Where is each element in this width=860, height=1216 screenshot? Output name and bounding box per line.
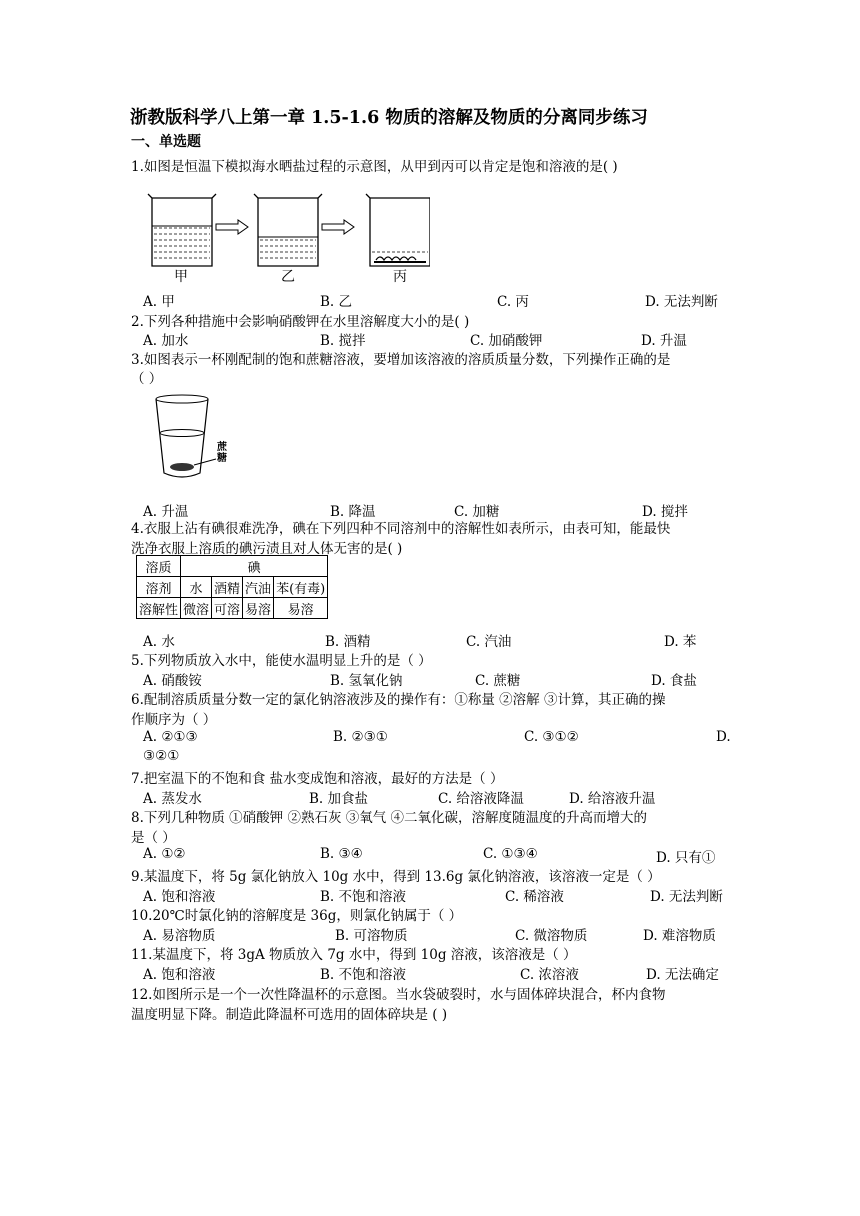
q5-option-b[interactable]: B. 氢氧化钠 (330, 673, 403, 689)
question-8-text-line1: 8.下列几种物质 ①硝酸钾 ②熟石灰 ③氧气 ④二氧化碳，溶解度随温度的升高而增大的 (131, 810, 648, 826)
q5-option-d[interactable]: D. 食盐 (651, 673, 697, 689)
q1-option-b[interactable]: B. 乙 (320, 294, 353, 310)
q10-option-c[interactable]: C. 微溶物质 (515, 928, 588, 944)
q2-option-a[interactable]: A. 加水 (143, 333, 189, 349)
q11-option-c[interactable]: C. 浓溶液 (520, 967, 579, 983)
q9-option-a[interactable]: A. 饱和溶液 (143, 889, 216, 905)
table-cell: 苯(有毒) (274, 577, 328, 598)
q5-option-a[interactable]: A. 硝酸铵 (143, 673, 202, 689)
q11-option-d[interactable]: D. 无法确定 (646, 967, 719, 983)
table-cell: 可溶 (212, 598, 243, 619)
q3-option-b[interactable]: B. 降温 (330, 504, 376, 520)
question-7-text: 7.把室温下的不饱和食 盐水变成饱和溶液，最好的方法是（ ） (131, 771, 504, 787)
q7-option-d[interactable]: D. 给溶液升温 (569, 791, 656, 807)
q4-option-a[interactable]: A. 水 (143, 634, 175, 650)
question-12-text-line2: 温度明显下降。制造此降温杯可选用的固体碎块是 ( ) (131, 1007, 448, 1023)
sugar-label: 蔗糖 (217, 442, 227, 464)
table-row (137, 598, 328, 619)
q7-option-c[interactable]: C. 给溶液降温 (438, 791, 524, 807)
q6-option-b[interactable]: B. ②③① (333, 729, 388, 745)
beaker-label-bing: 丙 (393, 269, 407, 285)
beaker-label-yi: 乙 (281, 269, 295, 285)
q4-option-d[interactable]: D. 苯 (664, 634, 697, 650)
q9-option-d[interactable]: D. 无法判断 (650, 889, 723, 905)
table-cell: 易溶 (274, 598, 328, 619)
sugar-solution-glass-figure (150, 393, 240, 485)
question-3-text-line1: 3.如图表示一杯刚配制的饱和蔗糖溶液，要增加该溶液的溶质质量分数，下列操作正确的是 (131, 352, 671, 368)
q9-option-c[interactable]: C. 稀溶液 (505, 889, 564, 905)
table-row (137, 577, 328, 598)
q1-option-c[interactable]: C. 丙 (497, 294, 529, 310)
question-2-text: 2.下列各种措施中会影响硝酸钾在水里溶解度大小的是( ) (131, 314, 470, 330)
q2-option-d[interactable]: D. 升温 (641, 333, 687, 349)
q8-option-c[interactable]: C. ①③④ (483, 846, 538, 862)
q5-option-c[interactable]: C. 蔗糖 (475, 673, 521, 689)
beaker-label-jia: 甲 (174, 269, 188, 285)
page-title: 浙教版科学八上第一章 1.5-1.6 物质的溶解及物质的分离同步练习 (130, 108, 648, 128)
question-11-text: 11.某温度下，将 3gA 物质放入 7g 水中，得到 10g 溶液，该溶液是（ ） (131, 947, 577, 963)
table-cell: 溶质 (137, 556, 181, 577)
table-cell: 汽油 (243, 577, 274, 598)
table-cell: 酒精 (212, 577, 243, 598)
q6-option-d[interactable]: D. (716, 729, 731, 745)
q6-option-a[interactable]: A. ②①③ (143, 729, 198, 745)
q10-option-b[interactable]: B. 可溶物质 (335, 928, 408, 944)
q4-option-c[interactable]: C. 汽油 (466, 634, 512, 650)
section-heading: 一、单选题 (131, 134, 201, 150)
q3-option-d[interactable]: D. 搅拌 (642, 504, 688, 520)
q10-option-d[interactable]: D. 难溶物质 (643, 928, 716, 944)
question-9-text: 9.某温度下，将 5g 氯化钠放入 10g 水中，得到 13.6g 氯化钠溶液，该溶液一定是（ ） (131, 869, 661, 885)
question-10-text: 10.20℃时氯化钠的溶解度是 36g，则氯化钠属于（ ） (131, 908, 463, 924)
q3-option-a[interactable]: A. 升温 (143, 504, 189, 520)
iodine-solubility-table (136, 555, 328, 619)
question-5-text: 5.下列物质放入水中，能使水温明显上升的是（ ） (131, 653, 432, 669)
q7-option-a[interactable]: A. 蒸发水 (143, 791, 202, 807)
q1-option-a[interactable]: A. 甲 (143, 294, 175, 310)
question-3-text-line2: （ ） (131, 371, 163, 387)
question-6-text-line2: 作顺序为（ ） (131, 712, 217, 728)
q8-option-a[interactable]: A. ①② (143, 846, 186, 862)
question-4-text-line1: 4.衣服上沾有碘很难洗净，碘在下列四种不同溶剂中的溶解性如表所示，由表可知，能最快 (131, 521, 671, 537)
table-row (137, 556, 328, 577)
q9-option-b[interactable]: B. 不饱和溶液 (320, 889, 407, 905)
table-cell: 易溶 (243, 598, 274, 619)
q2-option-b[interactable]: B. 搅拌 (320, 333, 366, 349)
q1-option-d[interactable]: D. 无法判断 (645, 294, 718, 310)
table-cell: 水 (181, 577, 212, 598)
q10-option-a[interactable]: A. 易溶物质 (143, 928, 216, 944)
q2-option-c[interactable]: C. 加硝酸钾 (470, 333, 543, 349)
q6-option-c[interactable]: C. ③①② (524, 729, 579, 745)
q7-option-b[interactable]: B. 加食盐 (309, 791, 369, 807)
q11-option-b[interactable]: B. 不饱和溶液 (320, 967, 407, 983)
question-12-text-line1: 12.如图所示是一个一次性降温杯的示意图。当水袋破裂时，水与固体碎块混合，杯内食物 (131, 987, 666, 1003)
q8-option-d[interactable]: D. 只有① (656, 850, 716, 866)
table-cell: 溶解性 (137, 598, 181, 619)
q6-option-d-value[interactable]: ③②① (143, 748, 180, 764)
question-8-text-line2: 是（ ） (131, 830, 176, 846)
table-cell: 碘 (181, 556, 328, 577)
q3-option-c[interactable]: C. 加糖 (454, 504, 500, 520)
question-1-text: 1.如图是恒温下模拟海水晒盐过程的示意图，从甲到丙可以肯定是饱和溶液的是( ) (131, 159, 618, 175)
q8-option-b[interactable]: B. ③④ (320, 846, 363, 862)
q4-option-b[interactable]: B. 酒精 (325, 634, 371, 650)
question-4-text-line2: 洗净衣服上溶质的碘污渍且对人体无害的是( ) (131, 541, 403, 557)
table-cell: 溶剂 (137, 577, 181, 598)
question-6-text-line1: 6.配制溶质质量分数一定的氯化钠溶液涉及的操作有：①称量 ②溶解 ③计算，其正确的操 (131, 692, 666, 708)
q11-option-a[interactable]: A. 饱和溶液 (143, 967, 216, 983)
table-cell: 微溶 (181, 598, 212, 619)
